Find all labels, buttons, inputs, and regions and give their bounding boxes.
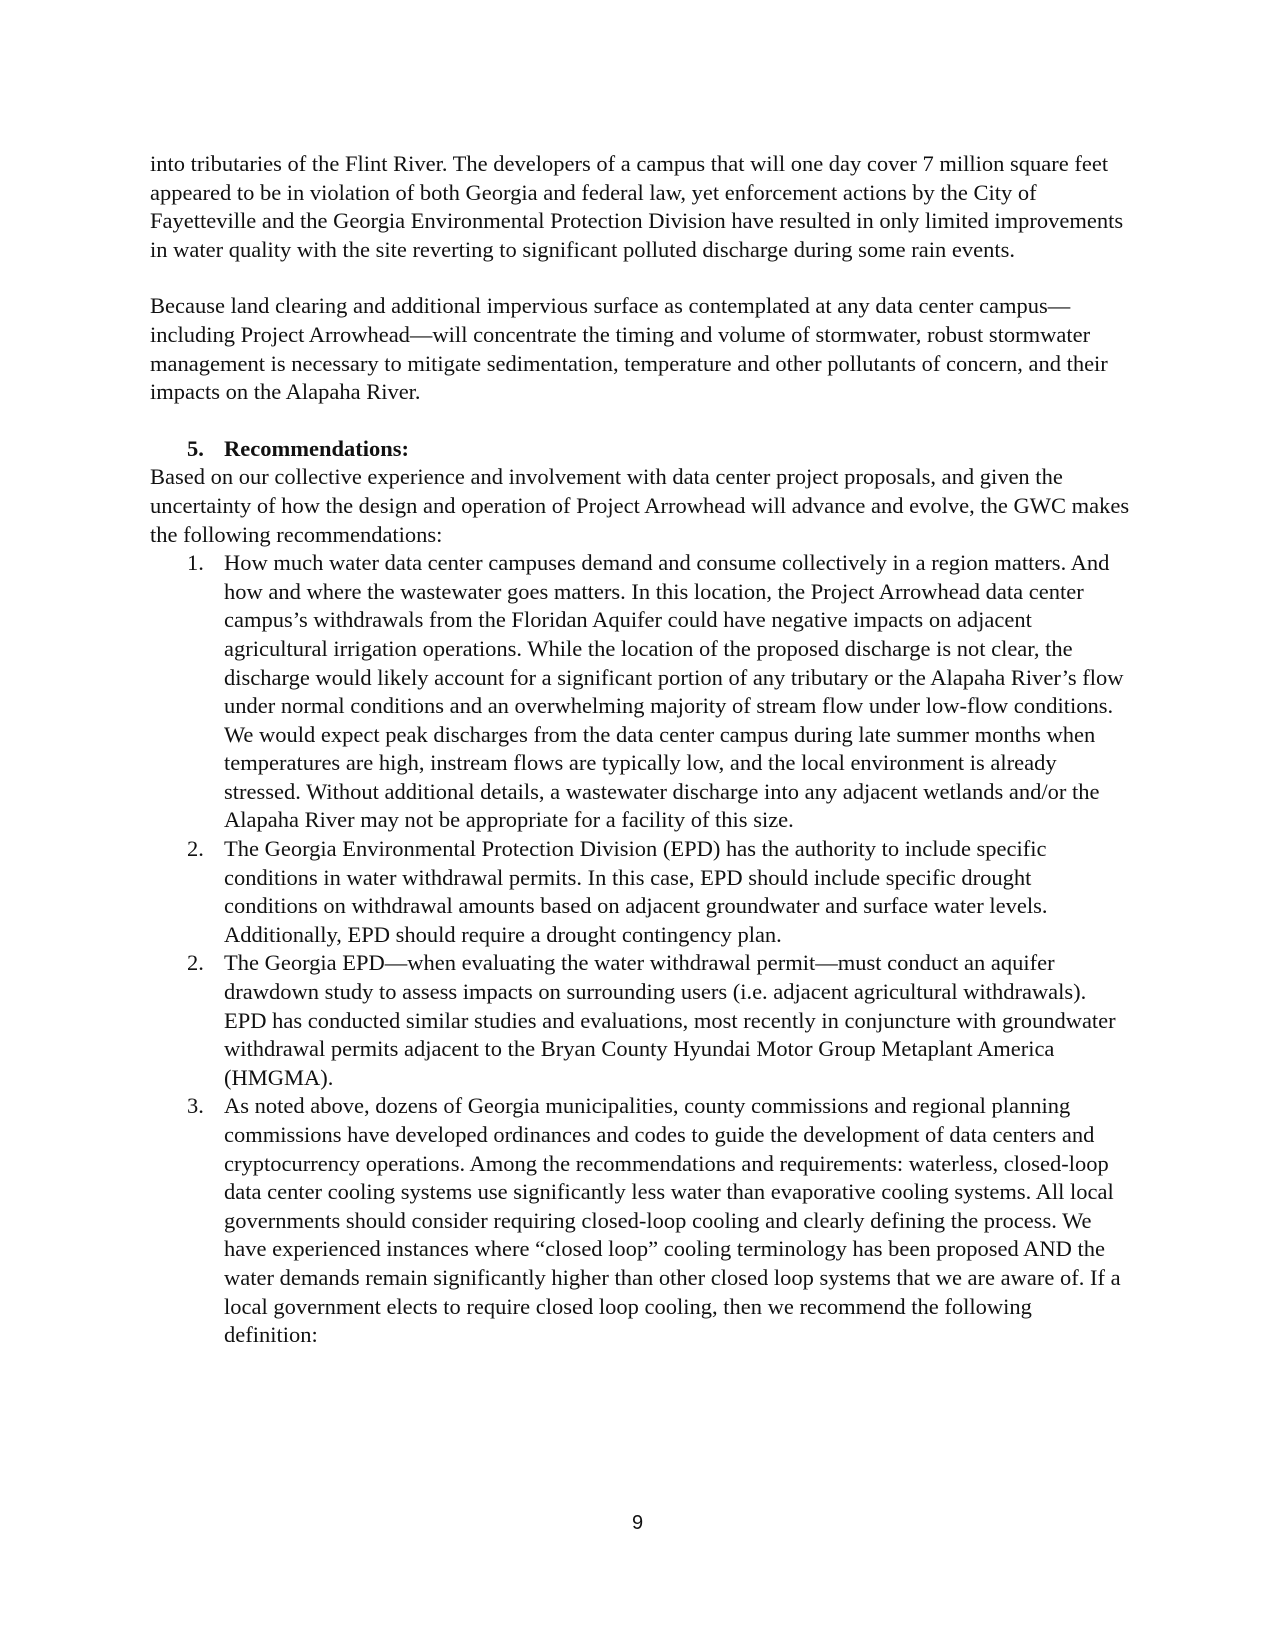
document-body <box>150 150 1130 1350</box>
section-title: Recommendations: <box>224 435 409 461</box>
section-intro: Based on our collective experience and involvement with data center project proposals, and given the uncertainty of how the design and operation of Project Arrowhead will advance and evolve, the GWC makes the following recommendations: <box>150 464 1130 547</box>
body-paragraph-stormwater: Because land clearing and additional impervious surface as contemplated at any data center campus—including Project Arrowhead—will concentrate the timing and volume of stormwater, robust stormwater management is necessary to mitigate sedimentation, temperature and other pollutants of concern, and their impacts on the Alapaha River. <box>150 293 1108 405</box>
recommendation-text: As noted above, dozens of Georgia municipalities, county commissions and regional planning commissions have developed ordinances and codes to guide the development of data centers and cryptocurrency operations. Among the recommendations and requirements: waterless, closed-loop data center cooling systems use significantly less water than evaporative cooling systems. All local governments should consider requiring closed-loop cooling and clearly defining the process. We have experienced instances where “closed loop” cooling terminology has been proposed AND the water demands remain significantly higher than other closed loop systems that we are aware of. If a local government elects to require closed loop cooling, then we recommend the following definition: <box>224 1093 1121 1348</box>
recommendation-item <box>150 1092 1130 1349</box>
body-paragraph-flint-river: into tributaries of the Flint River. The developers of a campus that will one day cover 7 million square feet appeared to be in violation of both Georgia and federal law, yet enforcement actions by the City of Fayetteville and the Georgia Environmental Protection Division have resulted in only limited improvements in water quality with the site reverting to significant polluted discharge during some rain events. <box>150 151 1124 262</box>
recommendations-list <box>150 549 1130 1350</box>
section-heading <box>150 435 1130 464</box>
list-marker: 2. <box>187 836 204 862</box>
recommendation-text: The Georgia Environmental Protection Division (EPD) has the authority to include specific conditions in water withdrawal permits. In this case, EPD should include specific drought conditions on withdrawal amounts based on adjacent groundwater and surface water levels. Additionally, EPD should require a drought contingency plan. <box>224 836 1048 947</box>
recommendation-text: How much water data center campuses demand and consume collectively in a region matters. And how and where the wastewater goes matters. In this location, the Project Arrowhead data center campus’s withdrawals from the Floridan Aquifer could have negative impacts on adjacent agricultural irrigation operations. While the location of the proposed discharge is not clear, the discharge would likely account for a significant portion of any tributary or the Alapaha River’s flow under normal conditions and an overwhelming majority of stream flow under low-flow conditions. We would expect peak discharges from the data center campus during late summer months when temperatures are high, instream flows are typically low, and the local environment is already stressed. Without additional details, a wastewater discharge into any adjacent wetlands and/or the Alapaha River may not be appropriate for a facility of this size. <box>224 550 1124 833</box>
recommendation-item <box>150 835 1130 949</box>
page-number: 9 <box>631 1512 644 1534</box>
recommendation-item <box>150 549 1130 835</box>
recommendation-text: The Georgia EPD—when evaluating the water withdrawal permit—must conduct an aquifer drawdown study to assess impacts on surrounding users (i.e. adjacent agricultural withdrawals). EPD has conducted similar studies and evaluations, most recently in conjuncture with groundwater withdrawal permits adjacent to the Bryan County Hyundai Motor Group Metaplant America (HMGMA). <box>224 950 1116 1090</box>
recommendation-item <box>150 949 1130 1092</box>
list-marker: 2. <box>187 950 204 976</box>
list-marker: 3. <box>187 1093 204 1119</box>
list-marker: 1. <box>187 550 204 576</box>
section-number: 5. <box>187 435 204 461</box>
